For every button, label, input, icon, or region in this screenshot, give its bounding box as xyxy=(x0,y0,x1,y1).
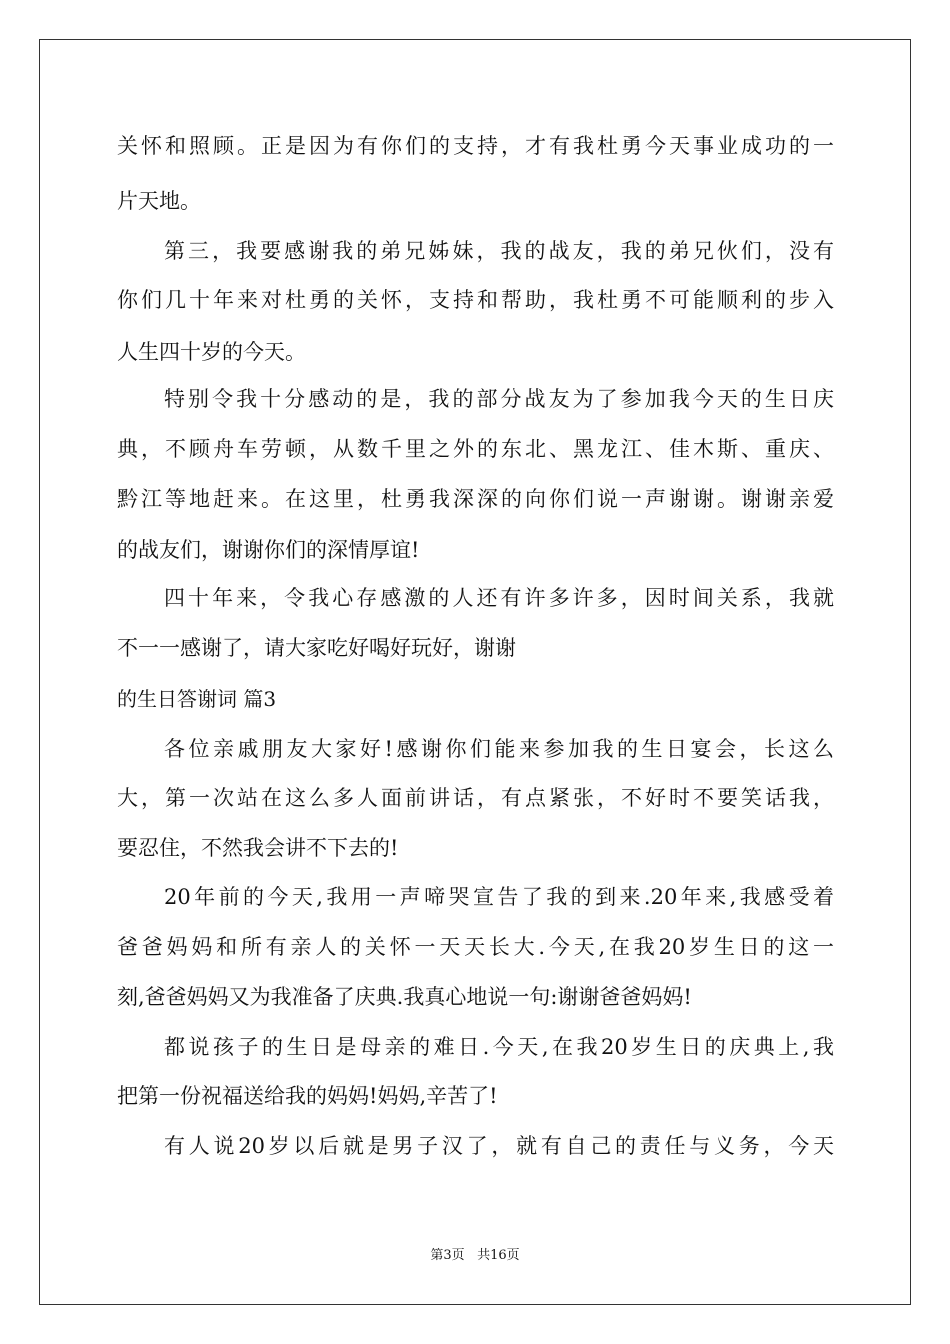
text-line: 片天地。 xyxy=(117,189,201,213)
text-line: 爸爸妈妈和所有亲人的关怀一天天长大.今天,在我20岁生日的这一 xyxy=(117,935,834,959)
text-line: 要忍住，不然我会讲不下去的! xyxy=(117,836,399,860)
text-line: 各位亲戚朋友大家好!感谢你们能来参加我的生日宴会，长这么 xyxy=(164,737,834,761)
text-line: 刻,爸爸妈妈又为我准备了庆典.我真心地说一句:谢谢爸爸妈妈! xyxy=(117,985,692,1009)
text-line: 的战友们，谢谢你们的深情厚谊! xyxy=(117,538,420,562)
text-line: 大，第一次站在这么多人面前讲话，有点紧张，不好时不要笑话我， xyxy=(117,786,834,810)
text-line: 四十年来，令我心存感激的人还有许多许多，因时间关系，我就 xyxy=(164,586,834,610)
text-line: 特别令我十分感动的是，我的部分战友为了参加我今天的生日庆 xyxy=(164,387,834,411)
text-line: 把第一份祝福送给我的妈妈!妈妈,辛苦了! xyxy=(117,1084,498,1108)
text-line: 有人说20岁以后就是男子汉了，就有自己的责任与义务，今天 xyxy=(164,1134,834,1158)
section-heading: 的生日答谢词 篇3 xyxy=(117,687,277,711)
page-number: 第3页 xyxy=(430,1248,465,1263)
text-line: 关怀和照顾。正是因为有你们的支持，才有我杜勇今天事业成功的一 xyxy=(117,134,834,158)
text-line: 你们几十年来对杜勇的关怀，支持和帮助，我杜勇不可能顺利的步入 xyxy=(117,288,834,312)
text-line: 不一一感谢了，请大家吃好喝好玩好，谢谢 xyxy=(117,636,516,660)
text-line: 第三，我要感谢我的弟兄姊妹，我的战友，我的弟兄伙们，没有 xyxy=(164,239,834,263)
text-line: 典，不顾舟车劳顿，从数千里之外的东北、黑龙江、佳木斯、重庆、 xyxy=(117,437,834,461)
text-line: 都说孩子的生日是母亲的难日.今天,在我20岁生日的庆典上,我 xyxy=(164,1035,834,1059)
text-line: 人生四十岁的今天。 xyxy=(117,340,306,364)
text-line: 20年前的今天,我用一声啼哭宣告了我的到来.20年来,我感受着 xyxy=(164,885,834,909)
page-frame xyxy=(39,39,911,1305)
page-footer xyxy=(0,1247,950,1265)
page-total: 共16页 xyxy=(477,1248,520,1263)
text-line: 黔江等地赶来。在这里，杜勇我深深的向你们说一声谢谢。谢谢亲爱 xyxy=(117,487,834,511)
